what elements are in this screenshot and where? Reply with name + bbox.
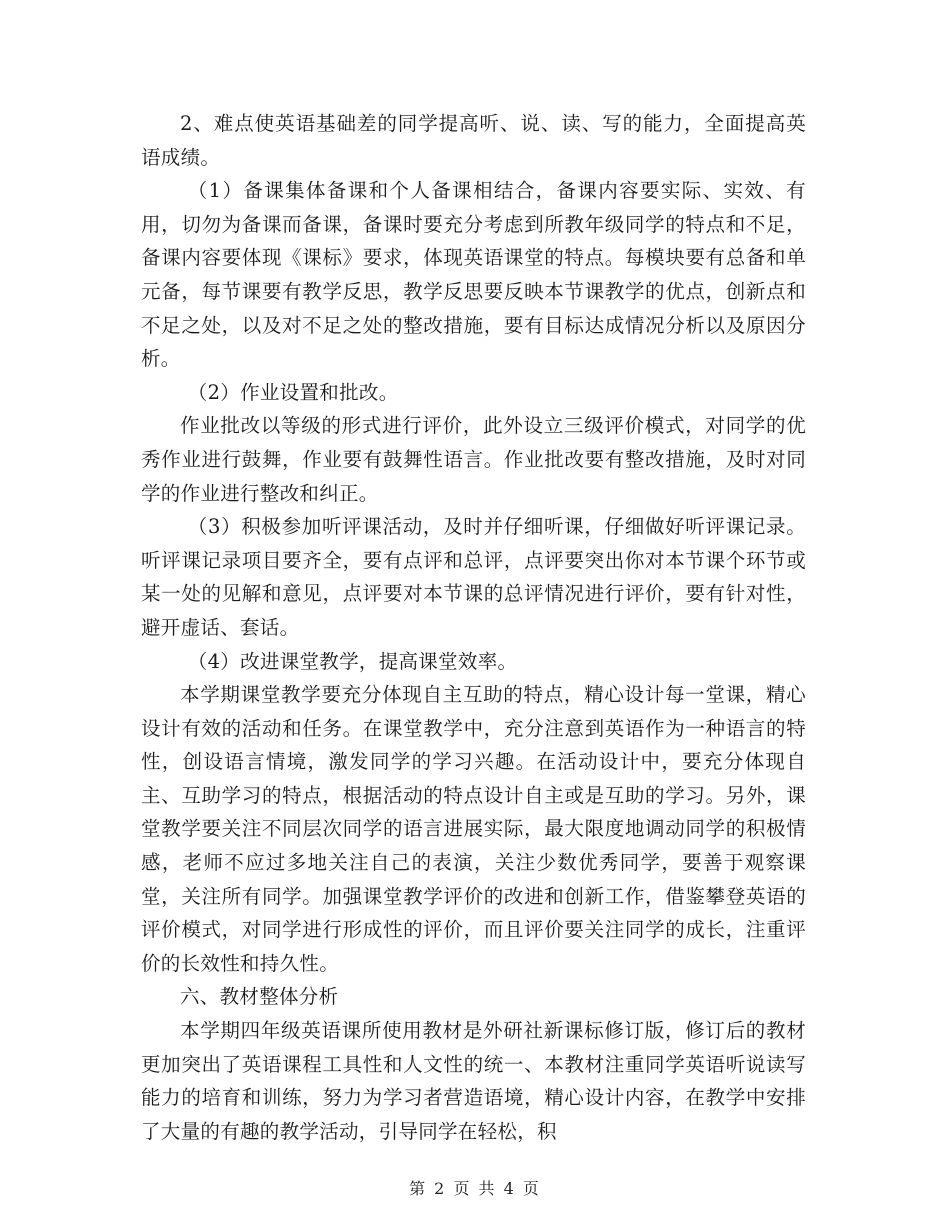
paragraph-difficulty: 2、难点使英语基础差的同学提高听、说、读、写的能力，全面提高英语成绩。 <box>141 112 806 169</box>
paragraph-lesson-prep: （1）备课集体备课和个人备课相结合，备课内容要实际、实效、有用，切勿为备课而备课，备课时要充分考虑到所教年级同学的特点和不足，备课内容要体现《课标》要求，体现英语课堂的特点。每模块要有总备和单元备，每节课要有教学反思，教学反思要反映本节课教学的优点，创新点和不足之处，以及对不足之处的整改措施，要有目标达成情况分析以及原因分析。 <box>141 179 806 371</box>
page-footer: 第 2 页 共 4 页 <box>409 1179 541 1198</box>
document-body <box>141 107 806 1148</box>
paragraph-lesson-observation: （3）积极参加听评课活动，及时并仔细听课，仔细做好听评课记录。听评课记录项目要齐全，要有点评和总评，点评要突出你对本节课个环节或某一处的见解和意见，点评要对本节课的总评情况进行评价，要有针对性，避开虚话、套话。 <box>141 515 806 639</box>
paragraph-classroom-heading: （4）改进课堂教学，提高课堂效率。 <box>187 649 518 673</box>
section-heading-textbook-analysis: 六、教材整体分析 <box>180 985 339 1009</box>
paragraph-homework-grading: 作业批改以等级的形式进行评价，此外设立三级评价模式，对同学的优秀作业进行鼓舞，作业要有鼓舞性语言。作业批改要有整改措施，及时对同学的作业进行整改和纠正。 <box>141 414 806 505</box>
paragraph-textbook-analysis: 本学期四年级英语课所使用教材是外研社新课标修订版，修订后的教材更加突出了英语课程工具性和人文性的统一、本教材注重同学英语听说读写能力的培育和训练，努力为学习者营造语境，精心设计内容，在教学中安排了大量的有趣的教学活动，引导同学在轻松，积 <box>141 1019 806 1143</box>
paragraph-classroom-teaching: 本学期课堂教学要充分体现自主互助的特点，精心设计每一堂课，精心设计有效的活动和任务。在课堂教学中，充分注意到英语作为一种语言的特性，创设语言情境，激发同学的学习兴趣。在活动设计中，要充分体现自主、互助学习的特点，根据活动的特点设计自主或是互助的学习。另外，课堂教学要关注不同层次同学的语言进展实际，最大限度地调动同学的积极情感，老师不应过多地关注自己的表演，关注少数优秀同学，要善于观察课堂，关注所有同学。加强课堂教学评价的改进和创新工作，借鉴攀登英语的评价模式，对同学进行形成性的评价，而且评价要关注同学的成长，注重评价的长效性和持久性。 <box>141 683 806 975</box>
paragraph-homework-heading: （2）作业设置和批改。 <box>187 380 399 404</box>
